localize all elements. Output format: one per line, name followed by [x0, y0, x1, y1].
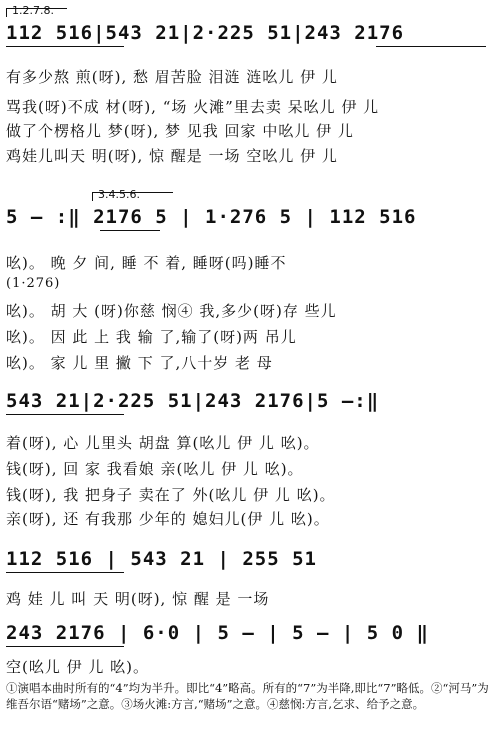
underline [6, 572, 124, 573]
system2-lyric-2: (1·276) [6, 276, 61, 291]
system3-lyric-2: 钱(呀), 回 家 我看娘 亲(吆儿 伊 儿 吆)。 [6, 460, 304, 478]
system1-lyric-1: 有多少熬 煎(呀), 愁 眉苦脸 泪涟 涟吆儿 伊 儿 [6, 68, 338, 86]
system5-notes: 243 2176 | 6·0 | 5 — | 5 — | 5 0 ‖ [6, 622, 429, 644]
footnotes: ①演唱本曲时所有的“4”均为半升。即比“4”略高。所有的“7”为半降,即比“7”略低。②“河马”为维吾尔语“赌场”之意。③场火滩:方言,“赌场”之意。④慈悯:方言,乞求、给予之意。 [6, 681, 489, 711]
system2-lyric-5: 吆)。 家 儿 里 撇 下 了,八十岁 老 母 [6, 354, 273, 372]
system5-lyric-1: 空(吆儿 伊 儿 吆)。 [6, 658, 150, 676]
system1-lyric-2: 骂我(呀)不成 材(呀), “场 火滩”里去卖 呆吆儿 伊 儿 [6, 98, 380, 116]
system4-lyric-1: 鸡 娃 儿 叫 天 明(呀), 惊 醒 是 一场 [6, 590, 270, 608]
system4-notes: 112 516 | 543 21 | 255 51 [6, 548, 317, 570]
system3-lyric-3: 钱(呀), 我 把身子 卖在了 外(吆儿 伊 儿 吆)。 [6, 486, 336, 504]
system1-lyric-4: 鸡娃儿叫天 明(呀), 惊 醒是 一场 空吆儿 伊 儿 [6, 147, 338, 165]
volta-label-2: 3.4.5.6. [98, 188, 140, 201]
system2-notes: 5 — :‖ 2176 5 | 1·276 5 | 112 516 [6, 206, 417, 228]
underline [6, 646, 124, 647]
underline [376, 46, 486, 47]
system2-lyric-4: 吆)。 因 此 上 我 输 了,输了(呀)两 吊儿 [6, 328, 297, 346]
system1-lyric-3: 做了个楞格儿 梦(呀), 梦 见我 回家 中吆儿 伊 儿 [6, 122, 354, 140]
underline [6, 46, 124, 47]
volta-label-1: 1.2.7.8. [12, 4, 54, 17]
underline [100, 230, 160, 231]
system2-lyric-3: 吆)。 胡 大 (呀)你慈 悯④ 我,多少(呀)存 些儿 [6, 302, 337, 320]
underline [6, 414, 124, 415]
system3-lyric-4: 亲(呀), 还 有我那 少年的 媳妇儿(伊 儿 吆)。 [6, 510, 330, 528]
system2-lyric-1: 吆)。 晚 夕 间, 睡 不 着, 睡呀(吗)睡不 [6, 254, 287, 272]
system3-lyric-1: 着(呀), 心 儿里头 胡盘 算(吆儿 伊 儿 吆)。 [6, 434, 320, 452]
system1-notes: 112 516|543 21|2·225 51|243 2176 [6, 22, 405, 44]
system3-notes: 543 21|2·225 51|243 2176|5 —:‖ [6, 390, 380, 412]
